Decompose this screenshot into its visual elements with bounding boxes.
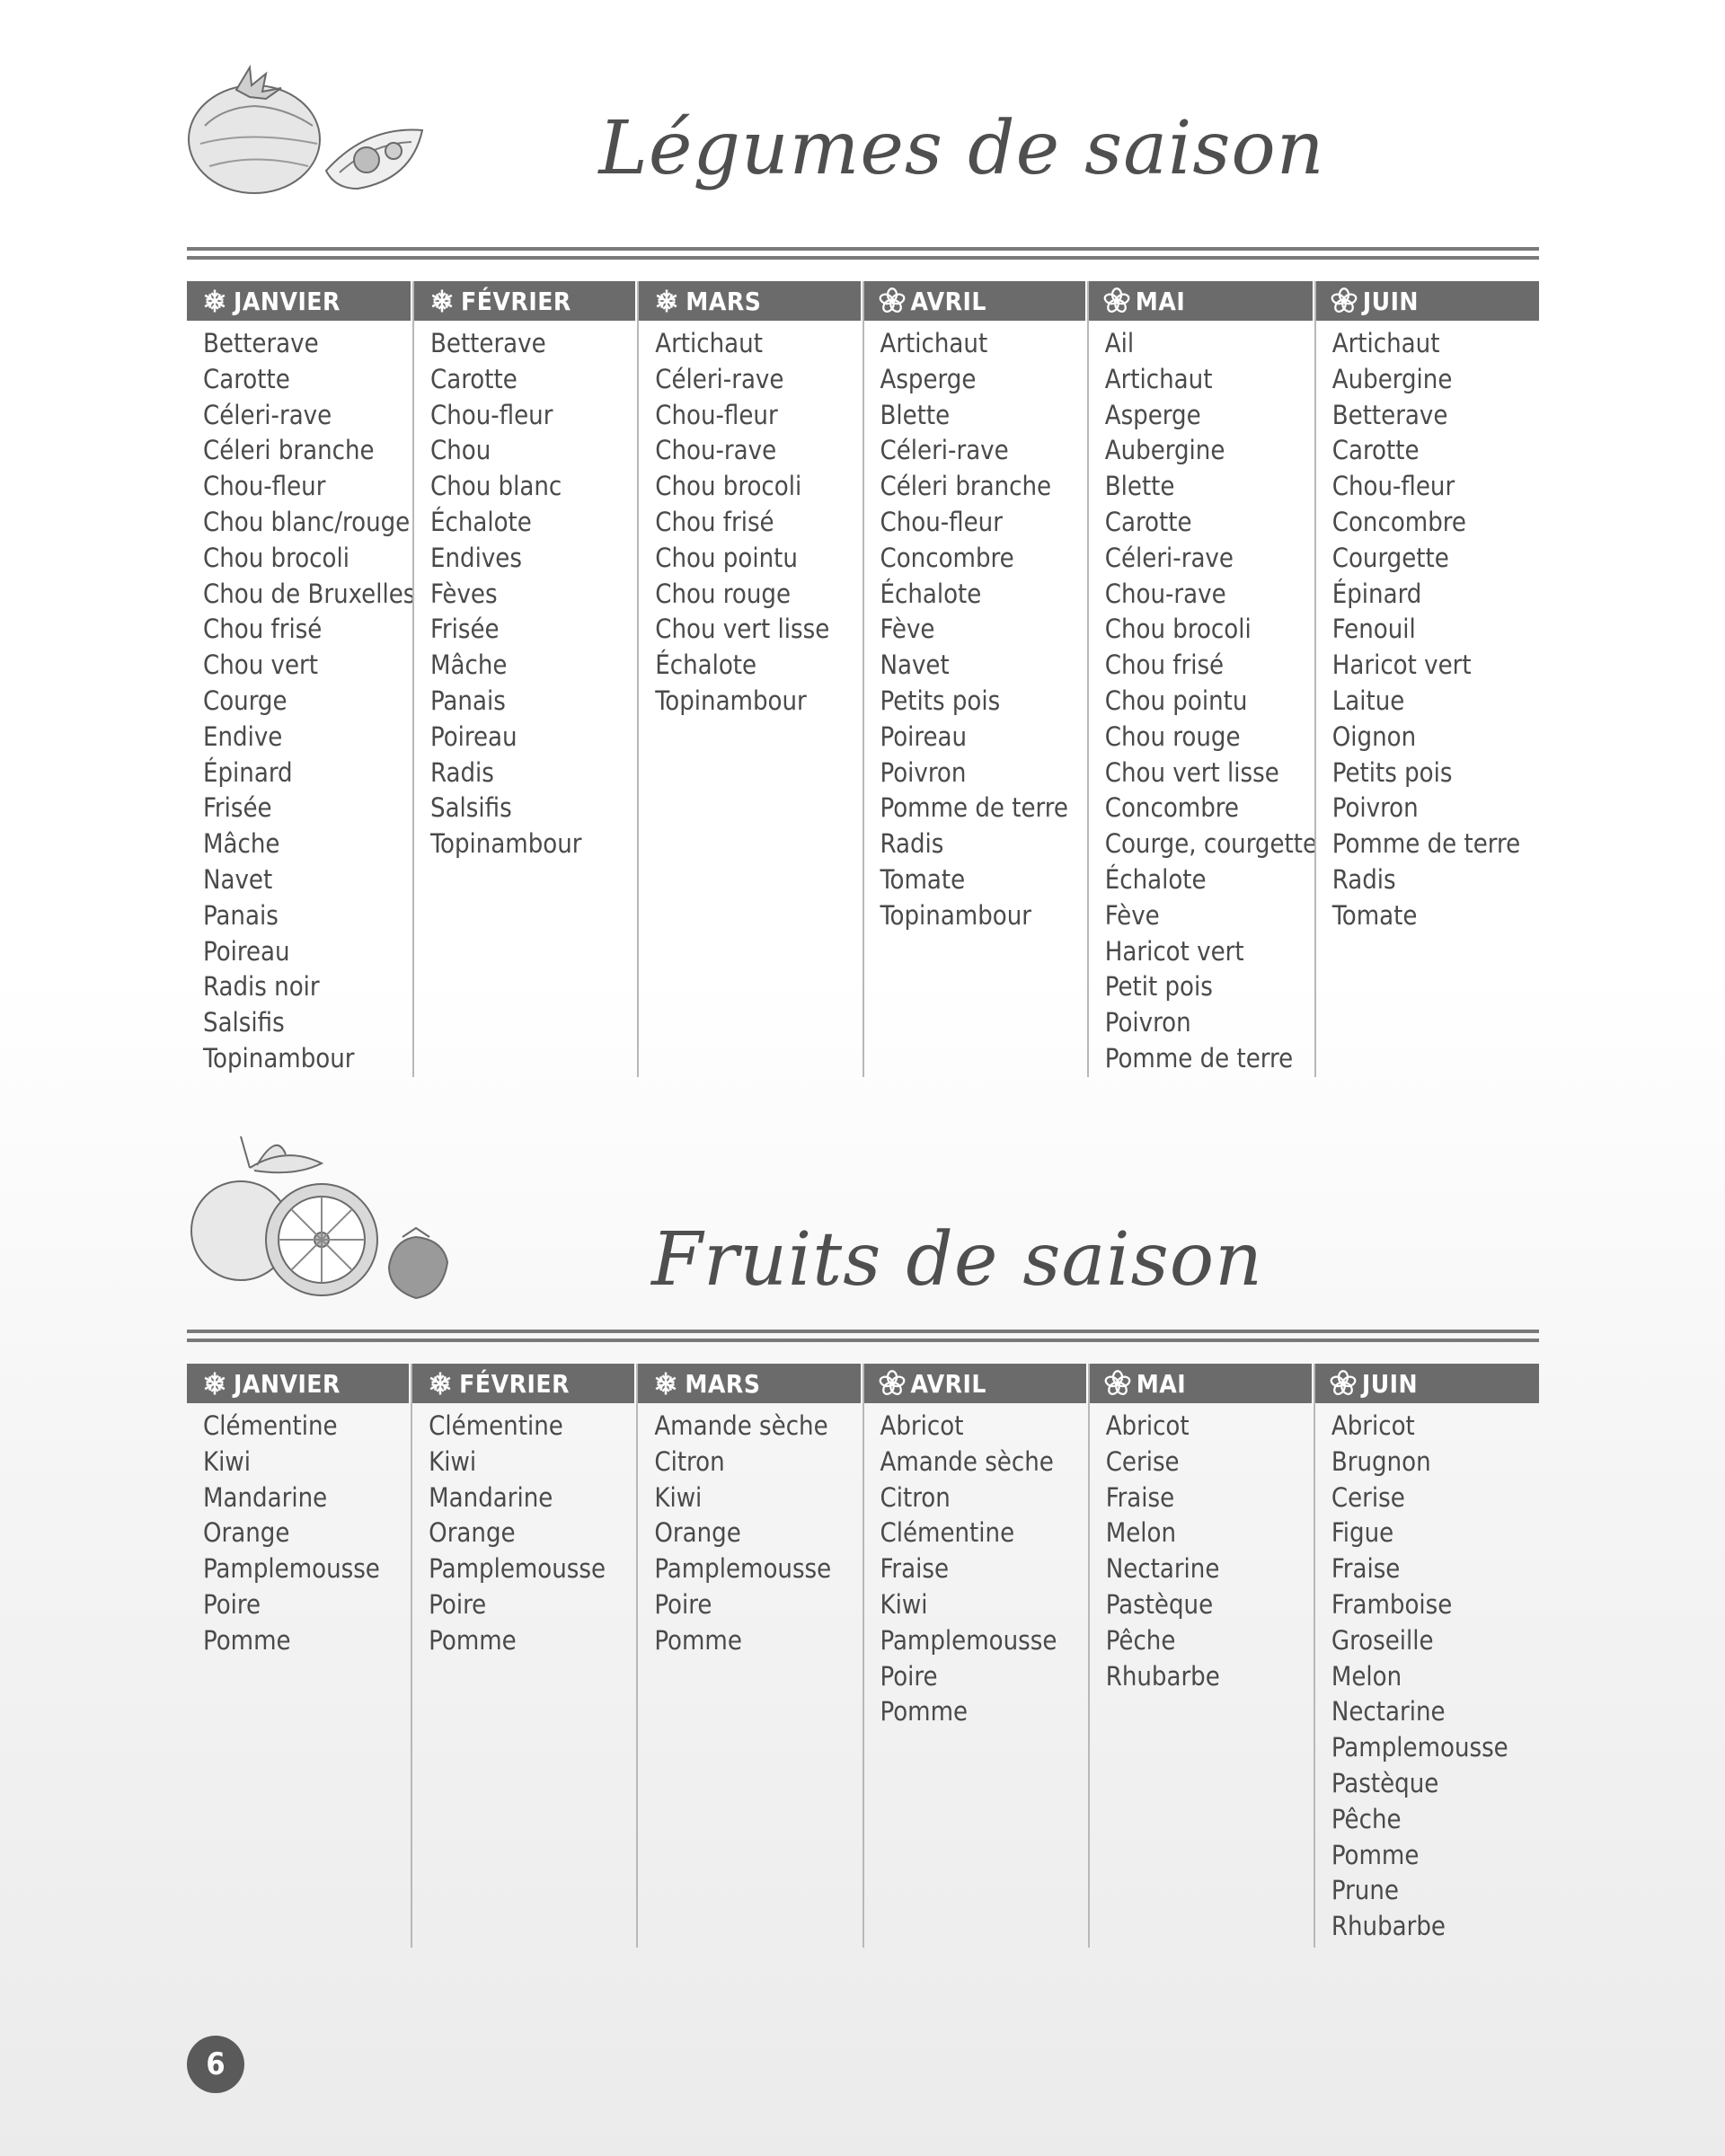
month-column (636, 1364, 862, 1948)
produce-item: Chou-fleur (880, 506, 1003, 537)
produce-item: Chou pointu (655, 542, 798, 573)
produce-item: Échalote (655, 649, 757, 681)
produce-item: Chou (430, 435, 491, 466)
produce-item: Kiwi (429, 1445, 477, 1477)
produce-item: Laitue (1331, 685, 1405, 716)
produce-item: Orange (429, 1517, 516, 1549)
produce-item: Poire (429, 1588, 487, 1620)
produce-item: Chou-rave (1104, 578, 1226, 609)
produce-item: Poivron (1331, 792, 1419, 824)
title-rule-bottom (187, 1339, 1539, 1342)
produce-item: Rhubarbe (1105, 1660, 1220, 1692)
produce-item: Carotte (430, 363, 518, 394)
produce-item: Panais (203, 899, 279, 931)
produce-list (1090, 1403, 1314, 1948)
produce-item: Pomme (203, 1624, 291, 1656)
produce-list (1316, 321, 1539, 1048)
produce-item: Poireau (430, 720, 518, 752)
month-label: JANVIER (234, 1368, 341, 1399)
month-label: MAI (1136, 1368, 1187, 1399)
produce-item: Nectarine (1331, 1696, 1446, 1727)
produce-item: Pêche (1105, 1624, 1176, 1656)
month-label: FÉVRIER (461, 286, 571, 316)
produce-item: Radis (1331, 863, 1396, 895)
flower-icon (879, 287, 906, 314)
produce-item: Oignon (1331, 720, 1417, 752)
produce-item: Poire (203, 1588, 261, 1620)
produce-list (638, 1403, 862, 1948)
produce-item: Chou-rave (655, 435, 777, 466)
produce-item: Fenouil (1331, 614, 1416, 645)
produce-item: Framboise (1331, 1588, 1453, 1620)
month-header (1089, 281, 1314, 321)
produce-item: Melon (1331, 1660, 1402, 1692)
produce-item: Aubergine (1331, 363, 1453, 394)
produce-item: Pamplemousse (654, 1553, 832, 1585)
produce-item: Concombre (1331, 506, 1466, 537)
produce-item: Chou frisé (203, 614, 323, 645)
produce-item: Frisée (430, 614, 500, 645)
produce-item: Citron (654, 1445, 725, 1477)
produce-item: Fraise (880, 1553, 950, 1585)
produce-item: Panais (430, 685, 506, 716)
produce-item: Céleri branche (203, 435, 375, 466)
produce-item: Topinambour (203, 1042, 355, 1074)
snowflake-icon (201, 1370, 228, 1397)
produce-item: Orange (203, 1517, 290, 1549)
produce-list (414, 321, 637, 1048)
month-label: FÉVRIER (459, 1368, 570, 1399)
snowflake-icon (653, 287, 680, 314)
month-header (1315, 1364, 1539, 1403)
produce-item: Petits pois (880, 685, 1001, 716)
produce-item: Blette (1104, 471, 1175, 502)
produce-item: Chou frisé (1104, 649, 1225, 681)
produce-item: Chou rouge (1104, 720, 1241, 752)
produce-list (639, 321, 862, 1048)
produce-item: Pomme (429, 1624, 517, 1656)
page-number: 6 (187, 2036, 244, 2093)
produce-item: Pastèque (1331, 1767, 1439, 1798)
produce-item: Fèves (430, 578, 498, 609)
month-label: AVRIL (910, 286, 986, 316)
produce-item: Artichaut (1104, 363, 1213, 394)
produce-item: Salsifis (430, 792, 512, 824)
produce-item: Poireau (880, 720, 968, 752)
produce-item: Épinard (1331, 578, 1422, 609)
flower-icon (1330, 1370, 1357, 1397)
produce-item: Chou-fleur (203, 471, 326, 502)
month-column (1088, 1364, 1314, 1948)
produce-item: Carotte (1331, 435, 1420, 466)
month-column (187, 1364, 411, 1948)
produce-item: Kiwi (203, 1445, 251, 1477)
produce-item: Cerise (1331, 1481, 1405, 1513)
produce-item: Céleri-rave (880, 435, 1009, 466)
produce-item: Pomme de terre (1104, 1042, 1294, 1074)
month-header (414, 281, 637, 321)
produce-item: Pomme de terre (880, 792, 1068, 824)
produce-item: Mandarine (429, 1481, 553, 1513)
fruits-section (187, 1127, 1539, 1948)
title-rule-bottom (187, 256, 1539, 260)
produce-item: Mandarine (203, 1481, 328, 1513)
produce-item: Cerise (1105, 1445, 1180, 1477)
month-label: JANVIER (234, 286, 341, 316)
flower-icon (1103, 287, 1130, 314)
month-column (862, 1364, 1088, 1948)
produce-list (187, 1403, 411, 1948)
produce-item: Citron (880, 1481, 951, 1513)
produce-item: Amande sèche (654, 1410, 828, 1441)
produce-item: Concombre (1104, 792, 1239, 824)
produce-item: Chou blanc/rouge (203, 506, 411, 537)
title-rule-top (187, 1330, 1539, 1333)
produce-item: Frisée (203, 792, 272, 824)
produce-item: Pomme (654, 1624, 742, 1656)
produce-item: Chou-fleur (655, 399, 778, 430)
month-header (864, 281, 1087, 321)
produce-item: Artichaut (655, 328, 763, 358)
month-column (1314, 1364, 1539, 1948)
produce-item: Céleri-rave (203, 399, 332, 430)
month-column (1087, 281, 1318, 1077)
snowflake-icon (427, 1370, 454, 1397)
produce-item: Pomme de terre (1331, 828, 1521, 860)
month-label: MARS (685, 1368, 761, 1399)
produce-item: Petits pois (1331, 756, 1453, 788)
month-column (862, 281, 1087, 1077)
produce-item: Topinambour (655, 685, 807, 716)
month-column (412, 281, 637, 1077)
produce-item: Amande sèche (880, 1445, 1054, 1477)
produce-item: Blette (880, 399, 951, 430)
produce-item: Céleri-rave (1104, 542, 1234, 573)
produce-item: Chou brocoli (1104, 614, 1252, 645)
produce-item: Chou-fleur (1331, 471, 1455, 502)
produce-item: Chou frisé (655, 506, 774, 537)
produce-item: Fève (1104, 899, 1160, 931)
produce-list (864, 1403, 1088, 1948)
produce-item: Céleri branche (880, 471, 1052, 502)
produce-item: Épinard (203, 756, 293, 788)
produce-item: Topinambour (430, 828, 582, 860)
produce-item: Endives (430, 542, 522, 573)
vegetables-section (187, 54, 1539, 1077)
produce-list (1315, 1403, 1539, 1948)
produce-item: Chou vert lisse (1104, 756, 1279, 788)
produce-item: Poireau (203, 935, 290, 967)
month-header (1090, 1364, 1314, 1403)
month-label: MAI (1135, 286, 1186, 316)
produce-item: Pomme (880, 1696, 969, 1727)
vegetables-header (187, 54, 1539, 247)
snowflake-icon (652, 1370, 679, 1397)
vegetables-table (187, 281, 1539, 1077)
produce-item: Betterave (203, 328, 319, 358)
produce-item: Fève (880, 614, 935, 645)
month-column (1314, 281, 1539, 1077)
month-header (638, 1364, 862, 1403)
produce-item: Clémentine (880, 1517, 1015, 1549)
month-header (187, 1364, 411, 1403)
produce-item: Navet (203, 863, 273, 895)
produce-list (864, 321, 1087, 1048)
produce-item: Chou blanc (430, 471, 562, 502)
produce-item: Clémentine (203, 1410, 338, 1441)
flower-icon (1104, 1370, 1131, 1397)
produce-item: Poivron (1104, 1007, 1191, 1038)
produce-item: Pamplemousse (203, 1553, 380, 1585)
produce-item: Carotte (203, 363, 290, 394)
produce-item: Chou vert lisse (655, 614, 830, 645)
produce-item: Betterave (1331, 399, 1448, 430)
produce-item: Artichaut (1331, 328, 1440, 358)
vegetables-title: Légumes de saison (598, 106, 1325, 191)
produce-item: Poire (654, 1588, 712, 1620)
produce-item: Groseille (1331, 1624, 1434, 1656)
produce-item: Chou vert (203, 649, 318, 681)
produce-item: Radis (880, 828, 944, 860)
month-label: JUIN (1361, 1368, 1419, 1399)
produce-item: Ail (1104, 328, 1135, 358)
produce-item: Asperge (880, 363, 977, 394)
month-column (637, 281, 862, 1077)
produce-item: Navet (880, 649, 950, 681)
produce-item: Chou pointu (1104, 685, 1248, 716)
produce-item: Chou brocoli (203, 542, 349, 573)
produce-item: Pamplemousse (1331, 1732, 1508, 1763)
produce-item: Tomate (1331, 899, 1418, 931)
produce-item: Endive (203, 720, 283, 752)
flower-icon (879, 1370, 906, 1397)
produce-item: Kiwi (880, 1588, 928, 1620)
produce-item: Échalote (880, 578, 982, 609)
produce-item: Pastèque (1105, 1588, 1214, 1620)
produce-list (1089, 321, 1318, 1077)
produce-item: Haricot vert (1104, 935, 1244, 967)
produce-item: Kiwi (654, 1481, 703, 1513)
produce-item: Céleri-rave (655, 363, 784, 394)
produce-item: Chou-fleur (430, 399, 553, 430)
month-column (187, 281, 416, 1077)
month-label: MARS (686, 286, 762, 316)
produce-item: Abricot (1331, 1410, 1415, 1441)
produce-item: Poire (880, 1660, 938, 1692)
produce-item: Melon (1105, 1517, 1177, 1549)
produce-item: Prune (1331, 1875, 1399, 1906)
produce-item: Fraise (1105, 1481, 1175, 1513)
fruits-table (187, 1364, 1539, 1948)
produce-item: Pomme (1331, 1839, 1420, 1870)
month-header (1316, 281, 1539, 321)
produce-item: Betterave (430, 328, 546, 358)
produce-item: Radis noir (203, 971, 320, 1003)
produce-item: Mâche (203, 828, 280, 860)
fruits-title: Fruits de saison (651, 1217, 1263, 1303)
month-label: AVRIL (910, 1368, 986, 1399)
produce-item: Petit pois (1104, 971, 1213, 1003)
produce-item: Tomate (880, 863, 966, 895)
produce-item: Chou brocoli (655, 471, 802, 502)
produce-item: Échalote (430, 506, 532, 537)
produce-item: Clémentine (429, 1410, 563, 1441)
produce-item: Nectarine (1105, 1553, 1220, 1585)
produce-item: Courge, courgette (1104, 828, 1318, 860)
produce-item: Chou de Bruxelles (203, 578, 416, 609)
produce-item: Pamplemousse (429, 1553, 606, 1585)
produce-item: Abricot (880, 1410, 964, 1441)
produce-item: Fraise (1331, 1553, 1401, 1585)
month-column (411, 1364, 636, 1948)
produce-item: Mâche (430, 649, 508, 681)
produce-item: Figue (1331, 1517, 1394, 1549)
produce-item: Asperge (1104, 399, 1201, 430)
month-label: JUIN (1362, 286, 1420, 316)
produce-item: Échalote (1104, 863, 1207, 895)
produce-item: Concombre (880, 542, 1014, 573)
produce-item: Haricot vert (1331, 649, 1472, 681)
produce-item: Pamplemousse (880, 1624, 1057, 1656)
produce-item: Courge (203, 685, 288, 716)
produce-item: Rhubarbe (1331, 1911, 1446, 1942)
produce-item: Orange (654, 1517, 741, 1549)
flower-icon (1331, 287, 1358, 314)
produce-item: Artichaut (880, 328, 988, 358)
month-header (412, 1364, 636, 1403)
month-header (639, 281, 862, 321)
snowflake-icon (201, 287, 228, 314)
produce-item: Topinambour (880, 899, 1032, 931)
month-header (864, 1364, 1088, 1403)
produce-list (187, 321, 416, 1077)
produce-item: Poivron (880, 756, 967, 788)
produce-item: Aubergine (1104, 435, 1225, 466)
produce-item: Carotte (1104, 506, 1192, 537)
produce-item: Brugnon (1331, 1445, 1431, 1477)
produce-item: Abricot (1105, 1410, 1190, 1441)
produce-item: Pêche (1331, 1803, 1402, 1834)
produce-item: Radis (430, 756, 494, 788)
produce-item: Salsifis (203, 1007, 285, 1038)
produce-list (412, 1403, 636, 1948)
fruits-header (187, 1127, 1539, 1330)
title-rule-top (187, 247, 1539, 251)
produce-item: Chou rouge (655, 578, 791, 609)
produce-item: Courgette (1331, 542, 1449, 573)
snowflake-icon (429, 287, 456, 314)
month-header (187, 281, 412, 321)
